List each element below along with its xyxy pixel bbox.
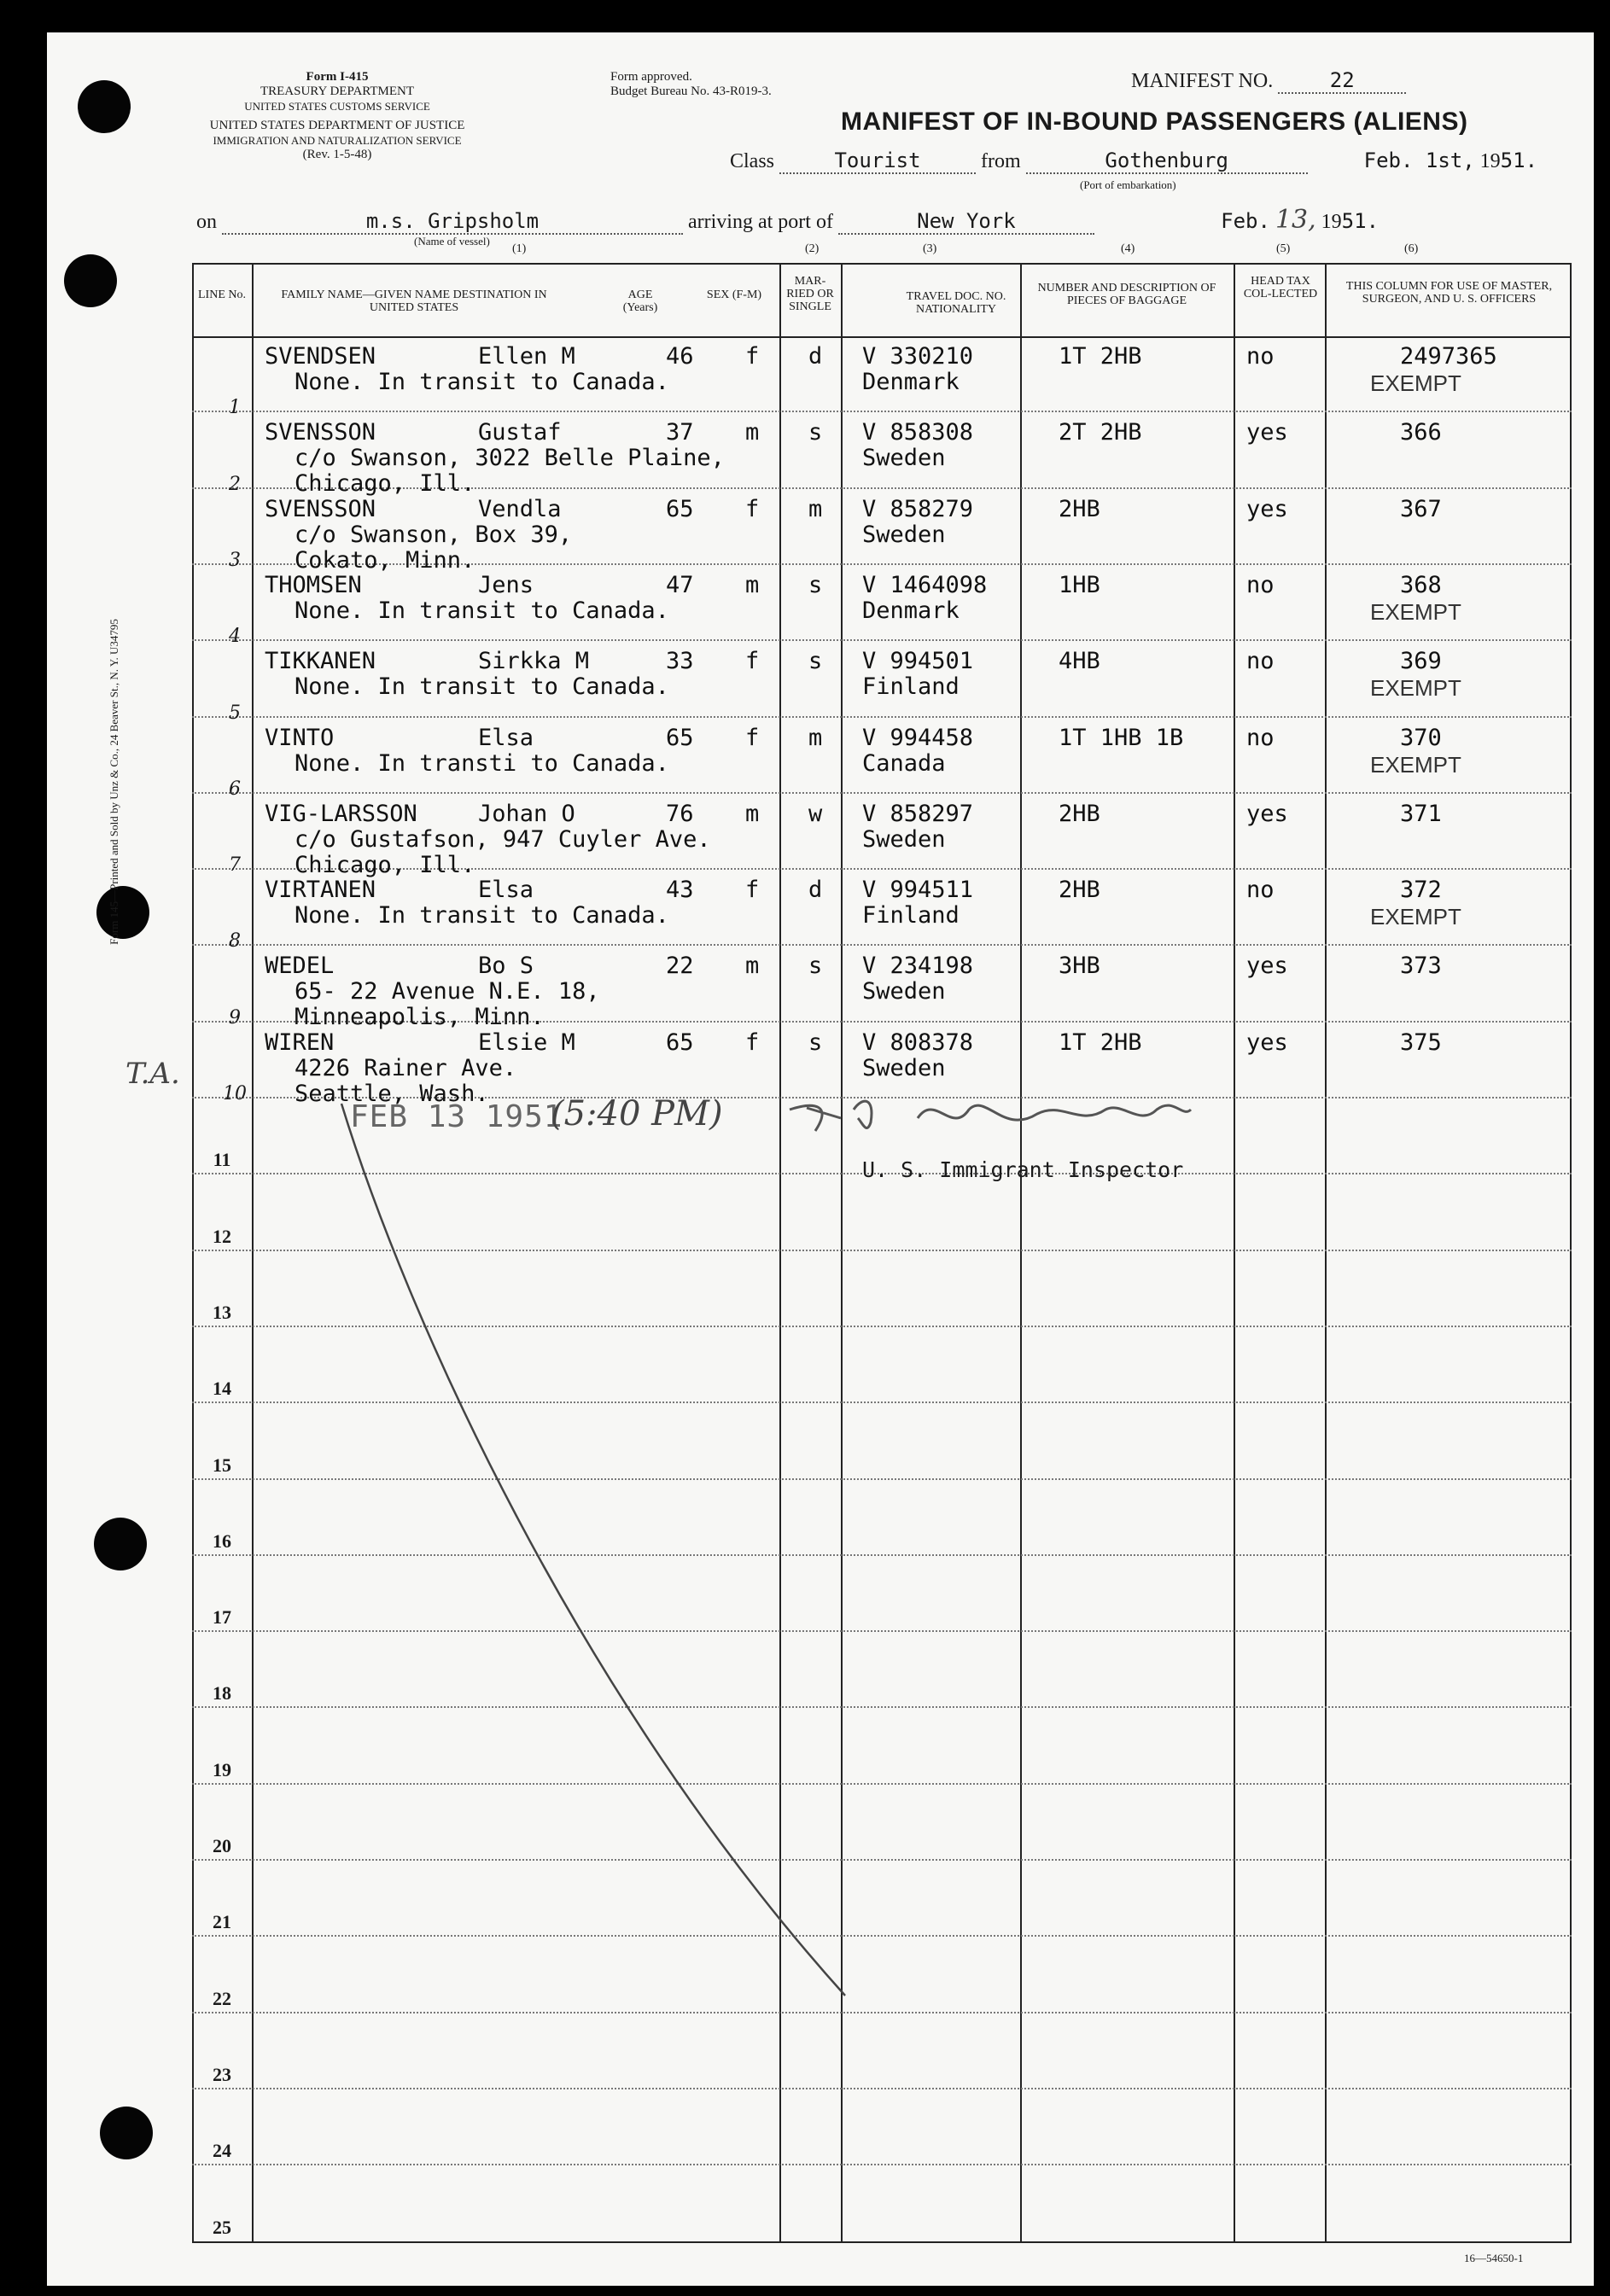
- form-number: Form I-415: [306, 70, 369, 84]
- baggage-description: 4HB: [1059, 648, 1100, 675]
- passenger-given-name: Jens: [478, 571, 534, 598]
- nationality: Sweden: [862, 445, 946, 472]
- from-value: Gothenburg: [1026, 149, 1308, 174]
- line-number: 15: [213, 1454, 231, 1476]
- passenger-given-name: Ellen M: [478, 343, 575, 370]
- line-number: 9: [229, 1006, 241, 1029]
- colnum-5: (5): [1276, 242, 1291, 255]
- passenger-marital-status: s: [808, 1029, 823, 1056]
- vessel-note: (Name of vessel): [414, 235, 490, 248]
- passenger-sex: f: [745, 343, 760, 370]
- unused-lines-cancel-mark: [47, 32, 1594, 2286]
- officer-number: 375: [1400, 1029, 1442, 1056]
- exempt-note: EXEMPT: [1370, 675, 1461, 702]
- from-label: from: [981, 150, 1021, 172]
- passenger-given-name: Sirkka M: [478, 648, 590, 675]
- destination-line-2: Seattle, Wash.: [295, 1080, 489, 1107]
- baggage-description: 2T 2HB: [1059, 419, 1142, 446]
- line-number: 19: [213, 1758, 231, 1780]
- passenger-age: 65: [666, 1029, 694, 1056]
- class-label: Class: [730, 150, 775, 172]
- officer-number: 368: [1400, 571, 1442, 598]
- passenger-age: 65: [666, 724, 694, 751]
- head-tax-collected: no: [1246, 877, 1275, 904]
- line-number: 17: [213, 1606, 231, 1629]
- baggage-description: 3HB: [1059, 953, 1100, 980]
- left-margin-mark: T.A.: [125, 1057, 180, 1091]
- line-number: 24: [213, 2140, 231, 2162]
- line-number: 21: [213, 1911, 231, 1933]
- line-number: 23: [213, 2063, 231, 2085]
- baggage-description: 1T 2HB: [1059, 343, 1142, 370]
- officer-number: 369: [1400, 648, 1442, 675]
- passenger-marital-status: d: [808, 877, 823, 904]
- line-number: 4: [229, 626, 241, 648]
- passenger-age: 22: [666, 953, 694, 980]
- line-number: 11: [213, 1149, 231, 1171]
- passenger-sex: f: [745, 877, 760, 904]
- baggage-description: 1T 1HB 1B: [1059, 724, 1184, 751]
- exempt-note: EXEMPT: [1370, 904, 1461, 930]
- passenger-age: 76: [666, 800, 694, 827]
- destination-line-2: Minneapolis, Minn.: [295, 1004, 545, 1031]
- departure-date: Feb. 1st,: [1363, 149, 1475, 172]
- line-number: 16: [213, 1530, 231, 1552]
- passenger-surname: VIRTANEN: [265, 877, 376, 904]
- line-number: 13: [213, 1301, 231, 1323]
- passenger-surname: WIREN: [265, 1029, 335, 1056]
- year-prefix-2: 19: [1321, 211, 1342, 233]
- passenger-given-name: Johan O: [478, 800, 575, 827]
- line-number: 3: [229, 549, 241, 571]
- destination-line-2: Chicago, Ill.: [295, 470, 475, 498]
- colnum-6: (6): [1404, 242, 1419, 255]
- destination-line-1: None. In transit to Canada.: [295, 673, 669, 701]
- passenger-marital-status: w: [808, 800, 823, 827]
- departure-year: 51.: [1500, 149, 1538, 172]
- line-number: 10: [223, 1083, 247, 1104]
- travel-doc-number: V 858308: [862, 419, 974, 446]
- passenger-age: 47: [666, 571, 694, 598]
- passenger-age: 33: [666, 648, 694, 675]
- passenger-surname: SVENSSON: [265, 495, 376, 522]
- officer-number: 373: [1400, 953, 1442, 980]
- arriving-label: arriving at port of: [688, 211, 833, 233]
- head-tax-collected: no: [1246, 571, 1275, 598]
- passenger-sex: f: [745, 1029, 760, 1056]
- line-number: 1: [229, 397, 241, 419]
- exempt-note: EXEMPT: [1370, 751, 1461, 778]
- header-sex: SEX (F-M): [706, 288, 762, 301]
- destination-line-1: c/o Swanson, 3022 Belle Plaine,: [295, 445, 725, 472]
- arrival-day: 13,: [1275, 205, 1316, 235]
- destination-line-1: 65- 22 Avenue N.E. 18,: [295, 978, 600, 1005]
- passenger-given-name: Vendla: [478, 495, 562, 522]
- baggage-description: 1HB: [1059, 571, 1100, 598]
- on-label: on: [196, 211, 217, 233]
- exempt-note: EXEMPT: [1370, 370, 1461, 396]
- nationality: Canada: [862, 749, 946, 777]
- received-time: (5:40 PM): [551, 1094, 723, 1133]
- nationality: Finland: [862, 902, 960, 929]
- passenger-marital-status: d: [808, 343, 823, 370]
- page-title: MANIFEST OF IN-BOUND PASSENGERS (ALIENS): [841, 108, 1468, 136]
- year-prefix: 19: [1479, 150, 1501, 172]
- manifest-page: [47, 32, 1594, 2286]
- baggage-description: 2HB: [1059, 877, 1100, 904]
- travel-doc-number: V 234198: [862, 953, 974, 980]
- passenger-age: 37: [666, 419, 694, 446]
- passenger-marital-status: s: [808, 571, 823, 598]
- printer-imprint: Form 145—Printed and Sold by Unz & Co., 24 Beaver St., N. Y. U34795: [107, 619, 120, 945]
- nationality: Sweden: [862, 825, 946, 853]
- head-tax-collected: no: [1246, 724, 1275, 751]
- passenger-marital-status: m: [808, 495, 823, 522]
- passenger-age: 43: [666, 877, 694, 904]
- colnum-3: (3): [923, 242, 937, 255]
- passenger-marital-status: s: [808, 648, 823, 675]
- header-age: AGE (Years): [622, 288, 658, 314]
- passenger-surname: VINTO: [265, 724, 335, 751]
- budget-line: Budget Bureau No. 43-R019-3.: [610, 84, 772, 98]
- head-tax-collected: yes: [1246, 495, 1288, 522]
- inspector-title: U. S. Immigrant Inspector: [862, 1157, 1184, 1182]
- line-number: 12: [213, 1225, 231, 1247]
- line-number: 20: [213, 1835, 231, 1856]
- destination-line-1: c/o Swanson, Box 39,: [295, 521, 573, 548]
- line-number: 6: [229, 778, 241, 800]
- destination-line-1: 4226 Rainer Ave.: [295, 1054, 517, 1081]
- embarkation-note: (Port of embarkation): [1080, 178, 1176, 191]
- passenger-age: 46: [666, 343, 694, 370]
- baggage-description: 2HB: [1059, 800, 1100, 827]
- head-tax-collected: yes: [1246, 800, 1288, 827]
- passenger-sex: m: [745, 953, 760, 980]
- officer-number: 371: [1400, 800, 1442, 827]
- arrival-month: Feb.: [1221, 209, 1270, 233]
- passenger-surname: TIKKANEN: [265, 648, 376, 675]
- officer-number: 2497365: [1400, 343, 1497, 370]
- exempt-note: EXEMPT: [1370, 598, 1461, 625]
- header-travel: TRAVEL DOC. NO. NATIONALITY: [906, 290, 1006, 316]
- line-number: 22: [213, 1987, 231, 2009]
- passenger-given-name: Elsa: [478, 877, 534, 904]
- line-number: 2: [229, 473, 241, 495]
- baggage-description: 1T 2HB: [1059, 1029, 1142, 1056]
- colnum-2: (2): [805, 242, 820, 255]
- travel-doc-number: V 808378: [862, 1029, 974, 1056]
- passenger-marital-status: s: [808, 953, 823, 980]
- destination-line-1: None. In transit to Canada.: [295, 902, 669, 929]
- passenger-sex: m: [745, 800, 760, 827]
- vessel-name: m.s. Gripsholm: [222, 209, 683, 235]
- passenger-surname: SVENSSON: [265, 419, 376, 446]
- nationality: Denmark: [862, 369, 960, 395]
- passenger-given-name: Gustaf: [478, 419, 562, 446]
- class-value: Tourist: [779, 149, 976, 174]
- head-tax-collected: no: [1246, 648, 1275, 675]
- travel-doc-number: V 858297: [862, 800, 974, 827]
- passenger-marital-status: m: [808, 724, 823, 751]
- travel-doc-number: V 858279: [862, 495, 974, 522]
- nationality: Sweden: [862, 521, 946, 548]
- nationality: Sweden: [862, 1054, 946, 1081]
- nationality: Denmark: [862, 597, 960, 624]
- header-head-tax: HEAD TAX COL-LECTED: [1243, 275, 1318, 300]
- header-line-no: LINE No.: [198, 288, 246, 301]
- destination-line-2: Cokato, Minn.: [295, 546, 475, 574]
- travel-doc-number: V 1464098: [862, 571, 988, 598]
- header-married: MAR-RIED OR SINGLE: [786, 275, 834, 313]
- officer-number: 367: [1400, 495, 1442, 522]
- passenger-sex: f: [745, 648, 760, 675]
- passenger-surname: SVENDSEN: [265, 343, 376, 370]
- line-number: 25: [213, 2216, 231, 2238]
- travel-doc-number: V 994511: [862, 877, 974, 904]
- passenger-given-name: Elsa: [478, 724, 534, 751]
- header-officers: THIS COLUMN FOR USE OF MASTER, SURGEON, AND U. S. OFFICERS: [1345, 280, 1553, 306]
- passenger-sex: f: [745, 495, 760, 522]
- passenger-sex: f: [745, 724, 760, 751]
- form-code: 16—54650-1: [1464, 2252, 1524, 2264]
- destination-line-1: None. In transti to Canada.: [295, 749, 669, 777]
- dept-customs: UNITED STATES CUSTOMS SERVICE: [244, 100, 430, 113]
- baggage-description: 2HB: [1059, 495, 1100, 522]
- arrival-year: 51.: [1341, 209, 1380, 233]
- line-number: 5: [229, 702, 241, 724]
- colnum-4: (4): [1121, 242, 1135, 255]
- destination-line-2: Chicago, Ill.: [295, 851, 475, 878]
- head-tax-collected: yes: [1246, 419, 1288, 446]
- form-revision: (Rev. 1-5-48): [302, 148, 372, 161]
- head-tax-collected: no: [1246, 343, 1275, 370]
- passenger-surname: THOMSEN: [265, 571, 362, 598]
- passenger-age: 65: [666, 495, 694, 522]
- travel-doc-number: V 994458: [862, 724, 974, 751]
- passenger-marital-status: s: [808, 419, 823, 446]
- passenger-sex: m: [745, 419, 760, 446]
- nationality: Sweden: [862, 978, 946, 1005]
- line-number: 8: [229, 930, 241, 953]
- officer-number: 372: [1400, 877, 1442, 904]
- destination-line-1: c/o Gustafson, 947 Cuyler Ave.: [295, 825, 711, 853]
- line-number: 18: [213, 1682, 231, 1705]
- manifest-label: MANIFEST NO.: [1131, 70, 1274, 92]
- head-tax-collected: yes: [1246, 953, 1288, 980]
- approved-line: Form approved.: [610, 70, 692, 84]
- header-name: FAMILY NAME—GIVEN NAME DESTINATION IN UNITED STATES: [281, 288, 547, 314]
- head-tax-collected: yes: [1246, 1029, 1288, 1056]
- colnum-1: (1): [512, 242, 527, 255]
- passenger-sex: m: [745, 571, 760, 598]
- passenger-given-name: Bo S: [478, 953, 534, 980]
- travel-doc-number: V 330210: [862, 343, 974, 370]
- destination-line-1: None. In transit to Canada.: [295, 369, 669, 395]
- officer-number: 370: [1400, 724, 1442, 751]
- dept-treasury: TREASURY DEPARTMENT: [260, 84, 415, 98]
- line-number: 7: [229, 854, 241, 877]
- passenger-given-name: Elsie M: [478, 1029, 575, 1056]
- travel-doc-number: V 994501: [862, 648, 974, 675]
- destination-line-1: None. In transit to Canada.: [295, 597, 669, 624]
- manifest-number: 22: [1278, 68, 1406, 94]
- header-baggage: NUMBER AND DESCRIPTION OF PIECES OF BAGGAGE: [1037, 282, 1216, 307]
- arrival-port: New York: [838, 209, 1094, 235]
- passenger-surname: VIG-LARSSON: [265, 800, 417, 827]
- officer-number: 366: [1400, 419, 1442, 446]
- passenger-surname: WEDEL: [265, 953, 335, 980]
- received-date-stamp: FEB 13 1951: [350, 1099, 563, 1134]
- dept-justice: UNITED STATES DEPARTMENT OF JUSTICE: [209, 119, 465, 132]
- nationality: Finland: [862, 673, 960, 701]
- line-number: 14: [213, 1378, 231, 1400]
- dept-ins: IMMIGRATION AND NATURALIZATION SERVICE: [213, 134, 462, 147]
